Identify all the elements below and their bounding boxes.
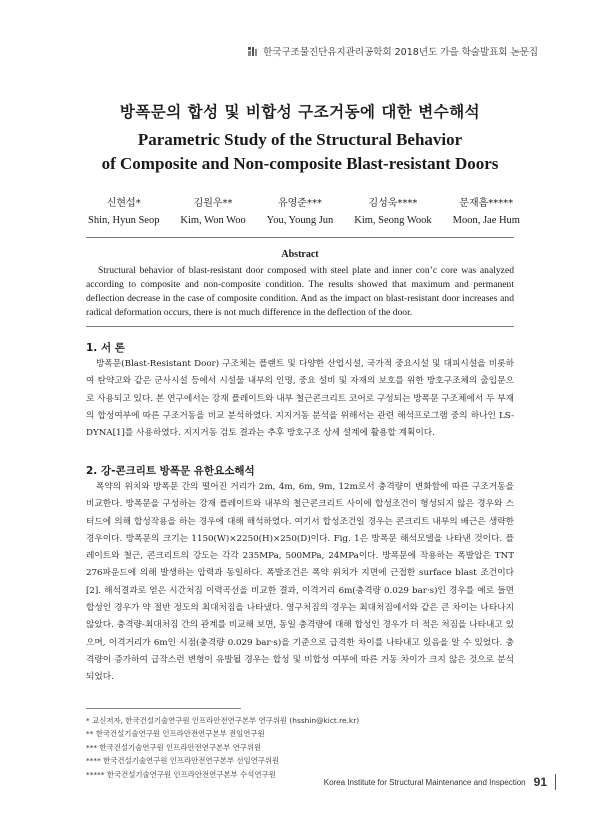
section-heading-fe-analysis: 2. 강-콘크리트 방폭문 유한요소해석 xyxy=(86,465,255,477)
title-korean: 방폭문의 합성 및 비합성 구조거동에 대한 변수해석 xyxy=(119,103,481,121)
running-title: 한국구조물진단유지관리공학회 2018년도 가을 학술발표회 논문집 xyxy=(263,47,538,58)
author-name-english: Kim, Won Woo xyxy=(180,215,246,226)
author-name-english: Kim, Seong Wook xyxy=(354,215,432,226)
page-footer xyxy=(324,774,556,790)
author-name-english: Shin, Hyun Seop xyxy=(88,215,160,226)
footer-divider xyxy=(555,774,556,790)
author-name-english: You, Young Jun xyxy=(266,215,334,226)
author xyxy=(354,194,431,226)
title-english-line-1: Parametric Study of the Structural Behavior xyxy=(137,130,463,149)
abstract-text: Structural behavior of blast-resistant door composed with steel plate and inner con’c core was analyzed according to composite and non-composite condition. The results showed that maximum and permanent deflection decrease in the case of composite condition. And as the impact on blast-resistant door increases and radical deformation occurs, there is not much difference in the deflection of the door. xyxy=(86,265,514,318)
footnote: * 교신저자, 한국건설기술연구원 인프라안전연구본부 연구위원 (hsshin@kict.re.kr) xyxy=(86,716,360,725)
section-heading-introduction: 1. 서 론 xyxy=(86,342,125,354)
title-english-line-2: of Composite and Non-composite Blast-resistant Doors xyxy=(101,154,499,173)
author-name-korean: 김원우** xyxy=(193,198,233,209)
abstract-heading: Abstract xyxy=(281,249,319,260)
society-logo-icon xyxy=(247,46,258,57)
author-list xyxy=(88,194,520,226)
author-name-korean: 신현섭* xyxy=(106,198,141,209)
footnote: **** 한국건설기술연구원 인프라안전연구본부 선임연구위원 xyxy=(86,756,280,766)
author xyxy=(453,194,520,226)
abstract-top-divider xyxy=(86,237,514,238)
footnote: ***** 한국건설기술연구원 인프라안전연구본부 수석연구원 xyxy=(86,769,276,779)
abstract-bottom-divider xyxy=(86,326,514,327)
running-header xyxy=(247,44,538,58)
footnote-divider xyxy=(86,708,241,709)
author xyxy=(88,194,159,226)
author xyxy=(267,194,334,226)
footer-institute: Korea Institute for Structural Maintenance and Inspection xyxy=(323,777,526,787)
footnotes xyxy=(86,714,514,781)
title-english xyxy=(0,128,600,176)
page-number: 91 xyxy=(533,775,547,789)
footnote: *** 한국건설기술연구원 인프라안전연구본부 연구위원 xyxy=(86,742,262,752)
footnote: ** 한국건설기술연구원 인프라안전연구본부 전임연구원 xyxy=(86,729,265,739)
author-name-english: Moon, Jae Hum xyxy=(452,215,520,226)
author xyxy=(180,194,245,226)
author-name-korean: 문재흠***** xyxy=(459,198,514,209)
section-text-introduction: 방폭문(Blast-Resistant Door) 구조체는 플랜트 및 다양한 산업시설, 국가적 중요시설 및 대피시설을 비롯하여 탄약고와 같은 군사시설 등에서 시설물 내부의 인명, 중요 설비 및 자재의 보호를 위한 방호구조체의 출입문으로 사용되고 있다. 본 연구에서는 강재 플레이트와 내부 철근콘크리트 코어로 구성되는 방폭문 구조체에서 두 부재의 합성여부에 따른 구조거동을 비교 분석하였다. 지지거동 분석을 위해서는 관련 해석프로그램 중의 하나인 LS-DYNA[1]를 사용하였다. 지지거동 검토 결과는 추후 방호구조 상세 설계에 활용할 계획이다. xyxy=(86,359,514,439)
author-name-korean: 유영준*** xyxy=(277,198,322,209)
section-text-fe-analysis: 폭약의 위치와 방폭문 간의 떨어진 거리가 2m, 4m, 6m, 9m, 12m로서 충격량이 변화함에 따른 구조거동을 비교한다. 방폭문을 구성하는 강재 플레이트와 내부의 철근콘크리트 사이에 합성조건이 형성되지 않은 경우와 스터드에 의해 합성작용을 하는 경우에 대해 해석하였다. 여기서 합성조건일 경우는 콘크리트 내부의 배근은 생략한 경우이다. 방폭문의 크기는 1150(W)×2250(H)×250(D)이다. Fig. 1은 방폭문 해석모델을 나타낸 것이다. 플레이트와 철근, 콘크리트의 강도는 각각 235MPa, 500MPa, 24MPa이다. 방폭문에 작용하는 폭발압은 TNT 276파운드에 의해 발생하는 압력과 동일하다. 폭발조건은 폭약 위치가 지면에 근접한 surface blast 조건이다[2]. 해석결과로 얻은 시간처짐 이력곡선을 비교한 결과, 이격거리 6m(충격량 0.029 bar·s)인 경우를 예로 들면 합성인 경우가 약 절반 정도의 최대처짐을 나타냈다. 영구처짐의 경우는 최대처짐에서와 같은 큰 차이는 나타나지 않았다. 충격량-최대처짐 간의 관계를 비교해 보면, 동일 충격량에 대해 합성인 경우가 더 적은 처짐을 나타내고 있으며, 이격거리가 6m인 시점(충격량 0.029 bar·s)을 기준으로 급격한 차이를 나타내고 있음을 알 수 있었다. 충격량이 증가하여 급작스런 변형이 유발될 경우는 합성 및 비합성 여부에 따른 거동 차이가 크지 않은 것으로 분석되었다. xyxy=(86,482,514,683)
author-name-korean: 김성욱**** xyxy=(368,198,418,209)
